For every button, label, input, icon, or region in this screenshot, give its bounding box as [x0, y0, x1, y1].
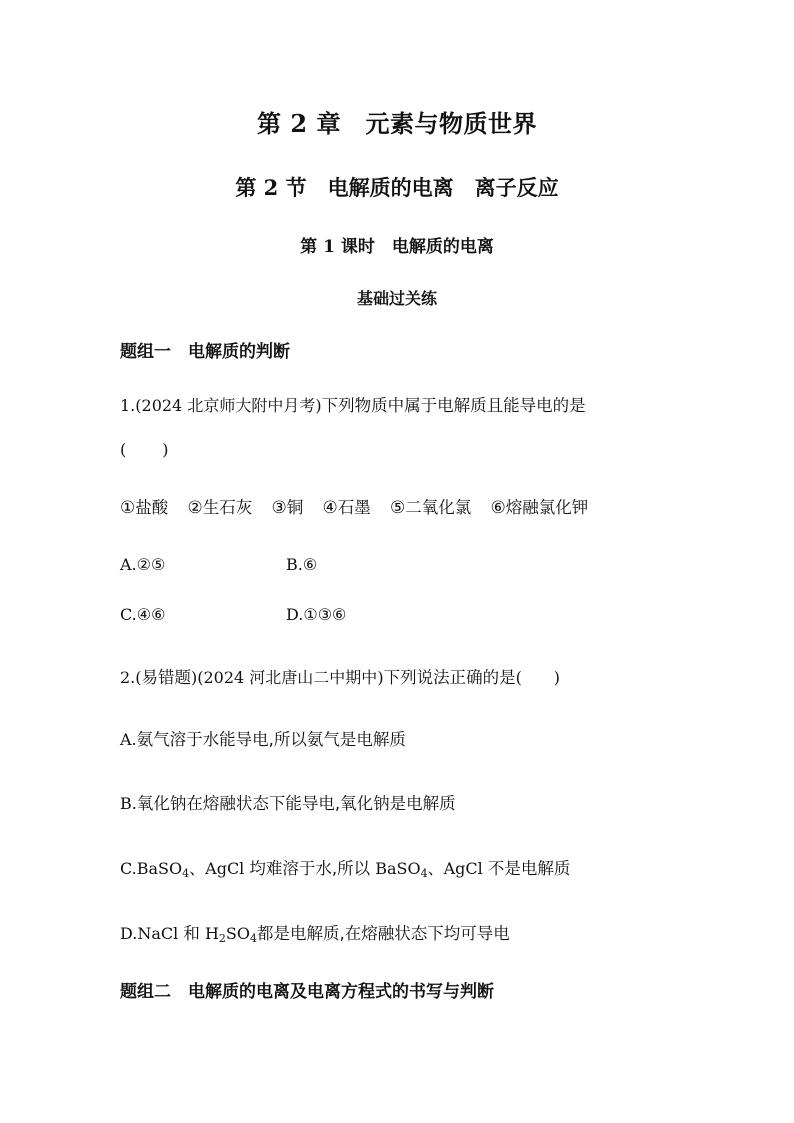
- question-2-source: )(2024 河北唐山二中期中: [191, 668, 378, 687]
- subscript: 4: [182, 867, 190, 880]
- section-title: 第 2 节 电解质的电离 离子反应: [235, 175, 559, 200]
- option-text: 均难溶于水,所以: [249, 859, 371, 878]
- formula-text: 、AgCl: [189, 859, 245, 878]
- practice-title: 基础过关练: [356, 289, 437, 308]
- question-1-option-c[interactable]: C.④⑥: [120, 605, 166, 624]
- question-2-stem: [120, 664, 560, 688]
- group2-title: 题组二 电解质的电离及电离方程式的书写与判断: [120, 982, 494, 1002]
- question-1-source: 1.(2024 北京师大附中月考): [120, 396, 322, 415]
- option-prefix: B.: [120, 794, 137, 813]
- lesson-title: 第 1 课时 电解质的电离: [300, 237, 494, 257]
- option-prefix: C.BaSO: [120, 859, 183, 878]
- formula-text: 、AgCl: [427, 859, 483, 878]
- question-1-option-b[interactable]: B.⑥: [286, 555, 318, 574]
- option-text: 氨气溶于水能导电,所以氨气是电解质: [136, 730, 406, 749]
- option-text: 氧化钠在熔融状态下能导电,氧化钠是电解质: [136, 794, 456, 813]
- question-2-option-c[interactable]: [120, 855, 570, 880]
- question-2-source-close: ): [377, 668, 384, 687]
- question-1-items: [120, 494, 588, 518]
- item-number: ②: [187, 498, 203, 518]
- item-number: ④: [322, 498, 338, 518]
- subscript: 2: [218, 932, 226, 945]
- subscript: 4: [420, 867, 428, 880]
- item-text: 盐酸: [135, 498, 169, 517]
- question-2-option-b[interactable]: [120, 790, 456, 814]
- item-text: 二氧化氯: [405, 498, 472, 517]
- option-text: 不是电解质: [487, 859, 571, 878]
- question-2-text: 下列说法正确的是: [383, 668, 516, 687]
- chapter-title: 第 2 章 元素与物质世界: [257, 109, 537, 138]
- question-2-answer-paren: ( ): [515, 668, 561, 687]
- formula-text: SO: [225, 924, 250, 943]
- item-text: 铜: [286, 498, 304, 517]
- formula-text: BaSO: [375, 859, 421, 878]
- item-number: ⑤: [390, 498, 406, 518]
- option-text: 都是电解质,在熔融状态下均可导电: [256, 924, 510, 943]
- item-text: 石墨: [337, 498, 371, 517]
- question-2-option-d[interactable]: [120, 920, 510, 945]
- question-1-option-a[interactable]: A.②⑤: [120, 555, 166, 574]
- formula-text: H: [204, 924, 219, 943]
- question-1-answer-paren: [120, 440, 169, 459]
- paren-left: (: [120, 440, 127, 459]
- question-1-text: 下列物质中属于电解质且能导电的是: [321, 396, 586, 415]
- item-number: ③: [271, 498, 287, 518]
- group1-title: 题组一 电解质的判断: [120, 342, 290, 362]
- question-2-option-a[interactable]: [120, 726, 406, 750]
- item-number: ①: [120, 498, 136, 518]
- paren-right: ): [162, 440, 169, 459]
- option-prefix: A.: [120, 730, 137, 749]
- option-text: 和: [183, 924, 200, 943]
- item-text: 熔融氯化钾: [505, 498, 589, 517]
- question-1-option-d[interactable]: D.①③⑥: [286, 605, 347, 624]
- question-2-tag: 易错题: [141, 668, 192, 687]
- question-2-number: 2.(: [120, 668, 142, 687]
- item-number: ⑥: [490, 498, 506, 518]
- subscript: 4: [249, 932, 257, 945]
- option-prefix: D.NaCl: [120, 924, 179, 943]
- question-1-stem: [120, 392, 586, 416]
- item-text: 生石灰: [202, 498, 253, 517]
